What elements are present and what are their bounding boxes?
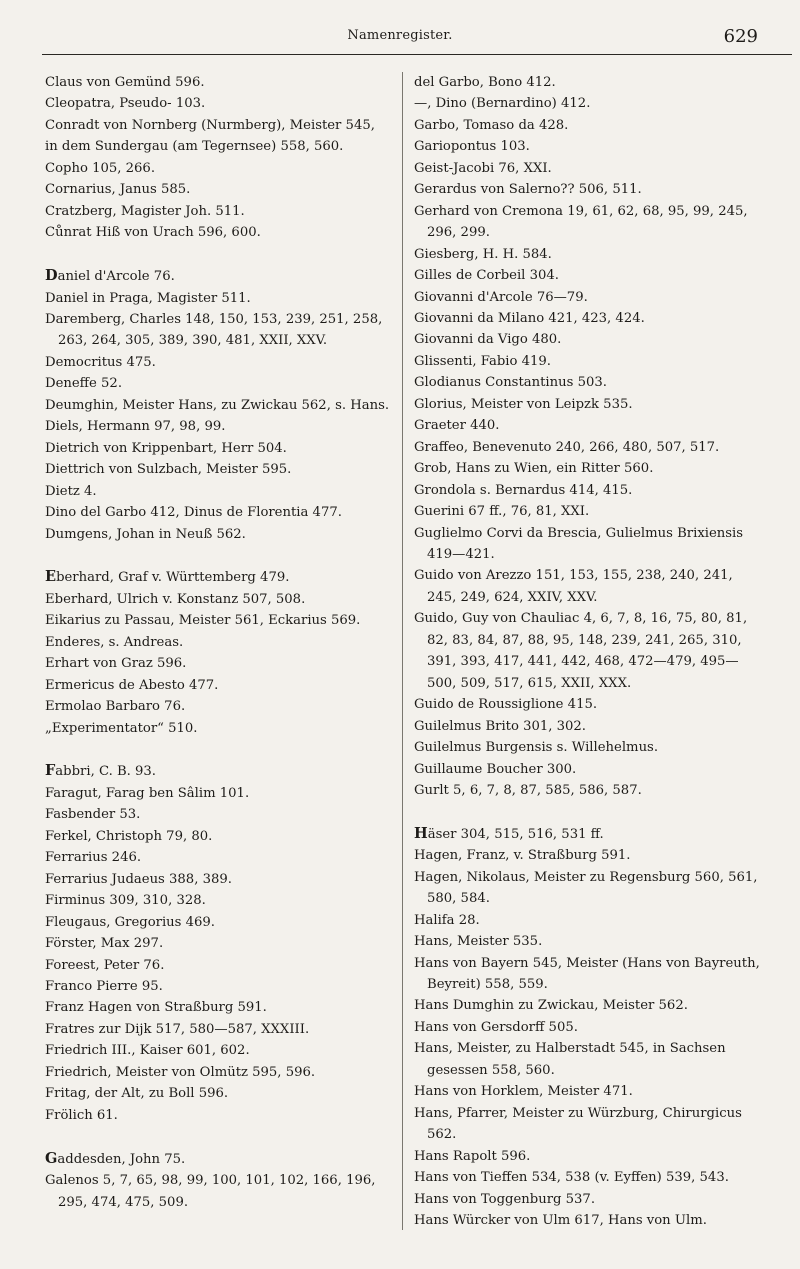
index-entry: Eikarius zu Passau, Meister 561, Eckarius 569. [45,613,361,629]
index-entry: Franco Pierre 95. [45,978,163,994]
index-column-left [45,72,397,1213]
index-entry: Firminus 309, 310, 328. [45,893,206,909]
index-entry-letter-start: Fabbri, C. B. 93. [45,762,156,780]
index-entry: Hagen, Nikolaus, Meister zu Regensburg 560, 561, 580, 584. [414,869,758,907]
index-entry: Cornarius, Janus 585. [45,182,191,198]
index-entry: Hans Würcker von Ulm 617, Hans von Ulm. [414,1213,707,1228]
running-head: Namenregister. [347,28,453,43]
index-entry: Claus von Gemünd 596. [45,75,205,90]
index-entry: Gerhard von Cremona 19, 61, 62, 68, 95, 99, 245, 296, 299. [414,203,748,241]
index-entry: Ferrarius 246. [45,850,142,866]
page-number: 629 [723,26,758,47]
letter-gap [45,244,397,265]
index-entry: del Garbo, Bono 412. [414,75,556,90]
index-entry: Gariopontus 103. [414,139,530,155]
index-entry: Garbo, Tomaso da 428. [414,117,569,133]
index-entry: Giovanni da Milano 421, 423, 424. [414,310,645,326]
index-entry: Cůnrat Hiß von Urach 596, 600. [45,225,261,241]
index-entry: Hans von Gersdorff 505. [414,1019,578,1035]
index-entry: Glissenti, Fabio 419. [414,353,551,369]
index-entry: Democritus 475. [45,354,156,370]
index-entry: Enderes, s. Andreas. [45,634,184,650]
index-entry: Ermolao Barbaro 76. [45,699,186,715]
index-entry: Dietz 4. [45,483,97,499]
index-entry: Franz Hagen von Straßburg 591. [45,1000,267,1016]
index-entry: Giovanni da Vigo 480. [414,332,562,348]
index-entry: Eberhard, Ulrich v. Konstanz 507, 508. [45,591,306,607]
index-entry: Guilelmus Brito 301, 302. [414,718,587,734]
index-entry: Gerardus von Salerno?? 506, 511. [414,182,642,198]
index-entry: Förster, Max 297. [45,936,164,952]
index-entry: Halifa 28. [414,912,480,928]
index-entry: Guglielmo Corvi da Brescia, Gulielmus Brixiensis 419—421. [414,525,744,562]
index-entry: Geist-Jacobi 76, XXI. [414,160,552,176]
index-entry: Ferkel, Christoph 79, 80. [45,828,213,844]
index-entry: Deumghin, Meister Hans, zu Zwickau 562, s. Hans. [45,397,390,413]
index-entry: Frölich 61. [45,1107,118,1123]
index-entry: Hagen, Franz, v. Straßburg 591. [414,848,631,864]
index-entry-letter-start: Häser 304, 515, 516, 531 ff. [414,824,604,842]
index-entry: Hans von Horklem, Meister 471. [414,1084,633,1100]
letter-gap [45,739,397,760]
index-entry: Guido von Arezzo 151, 153, 155, 238, 240, 241, 245, 249, 624, XXIV, XXV. [414,568,733,605]
index-entry: Guerini 67 ff., 76, 81, XXI. [414,504,590,520]
index-entry: Hans von Bayern 545, Meister (Hans von Bayreuth, Beyreit) 558, 559. [414,955,760,993]
index-entry: Gurlt 5, 6, 7, 8, 87, 585, 586, 587. [414,782,642,798]
index-entry: Guido de Roussiglione 415. [414,697,598,713]
index-entry: Friedrich III., Kaiser 601, 602. [45,1043,250,1059]
section-initial: D [45,267,58,285]
index-entry: Fleugaus, Gregorius 469. [45,914,215,930]
index-entry: Hans Dumghin zu Zwickau, Meister 562. [414,998,688,1014]
index-entry: Cleopatra, Pseudo- 103. [45,96,206,112]
index-entry: Daremberg, Charles 148, 150, 153, 239, 251, 258, 263, 264, 305, 389, 390, 481, XXII, XXV. [45,311,383,349]
index-entry: Diettrich von Sulzbach, Meister 595. [45,462,292,478]
index-entry: Guillaume Boucher 300. [414,761,577,777]
section-initial: G [45,1149,58,1167]
index-entry: Dietrich von Krippenbart, Herr 504. [45,440,287,456]
index-column-right [414,72,764,1231]
index-entry: Grob, Hans zu Wien, ein Ritter 560. [414,461,654,477]
index-entry: Gilles de Corbeil 304. [414,268,559,284]
index-entry: Deneffe 52. [45,376,123,392]
index-entry: Conradt von Nornberg (Nurmberg), Meister 545, [45,117,375,133]
index-entry: Hans von Toggenburg 537. [414,1191,596,1207]
letter-gap [45,1126,397,1147]
index-entry: Grondola s. Bernardus 414, 415. [414,482,633,498]
index-entry: Ferrarius Judaeus 388, 389. [45,871,232,887]
index-entry: Giesberg, H. H. 584. [414,246,552,262]
index-entry: Cratzberg, Magister Joh. 511. [45,203,245,219]
letter-gap [414,801,764,822]
index-entry: Ermericus de Abesto 477. [45,677,219,693]
index-entry: Glorius, Meister von Leipzk 535. [414,396,633,412]
index-entry: Hans, Meister 535. [414,934,543,950]
index-entry: Erhart von Graz 596. [45,656,187,672]
index-entry: Friedrich, Meister von Olmütz 595, 596. [45,1064,316,1080]
index-entry: in dem Sundergau (am Tegernsee) 558, 560. [45,139,344,155]
index-entry: Hans, Meister, zu Halberstadt 545, in Sachsen gesessen 558, 560. [414,1041,726,1078]
index-entry: Foreest, Peter 76. [45,957,165,973]
index-entry: Dino del Garbo 412, Dinus de Florentia 477. [45,505,342,521]
index-entry-letter-start: Daniel d'Arcole 76. [45,267,175,285]
index-entry: Graffeo, Benevenuto 240, 266, 480, 507, 517. [414,439,720,455]
index-entry: Hans, Pfarrer, Meister zu Würzburg, Chirurgicus 562. [414,1105,742,1143]
index-entry: Giovanni d'Arcole 76—79. [414,289,588,305]
index-entry: Copho 105, 266. [45,160,156,176]
section-initial: E [45,568,57,586]
index-entry: Diels, Hermann 97, 98, 99. [45,419,226,435]
index-entry: —, Dino (Bernardino) 412. [414,96,591,112]
index-entry-letter-start: Eberhard, Graf v. Württemberg 479. [45,568,290,586]
index-entry: Daniel in Praga, Magister 511. [45,290,251,306]
index-entry-letter-start: Gaddesden, John 75. [45,1149,186,1167]
section-initial: F [45,762,56,780]
index-entry: Dumgens, Johan in Neuß 562. [45,526,246,542]
index-entry: Guido, Guy von Chauliac 4, 6, 7, 8, 16, 75, 80, 81, 82, 83, 84, 87, 88, 95, 148, 239, 241, 265, 310, 391, 393, 417, 441, 442, 468, 472—479, 495—500, 509, 517, 615, XXII, XXX. [414,611,748,691]
index-entry: Graeter 440. [414,418,500,434]
index-entry: Fritag, der Alt, zu Boll 596. [45,1086,229,1102]
section-initial: H [414,824,428,842]
index-entry: Fratres zur Dijk 517, 580—587, XXXIII. [45,1021,310,1037]
column-divider [402,72,403,1230]
index-entry: „Experimentator“ 510. [45,720,198,736]
index-entry: Guilelmus Burgensis s. Willehelmus. [414,740,659,756]
index-entry: Galenos 5, 7, 65, 98, 99, 100, 101, 102, 166, 196, 295, 474, 475, 509. [45,1173,376,1210]
letter-gap [45,545,397,566]
index-entry: Hans Rapolt 596. [414,1148,531,1164]
index-entry: Glodianus Constantinus 503. [414,375,607,391]
header-rule [42,54,792,55]
index-entry: Faragut, Farag ben Sâlim 101. [45,785,250,801]
index-entry: Hans von Tieffen 534, 538 (v. Eyffen) 539, 543. [414,1170,729,1186]
index-entry: Fasbender 53. [45,807,141,823]
